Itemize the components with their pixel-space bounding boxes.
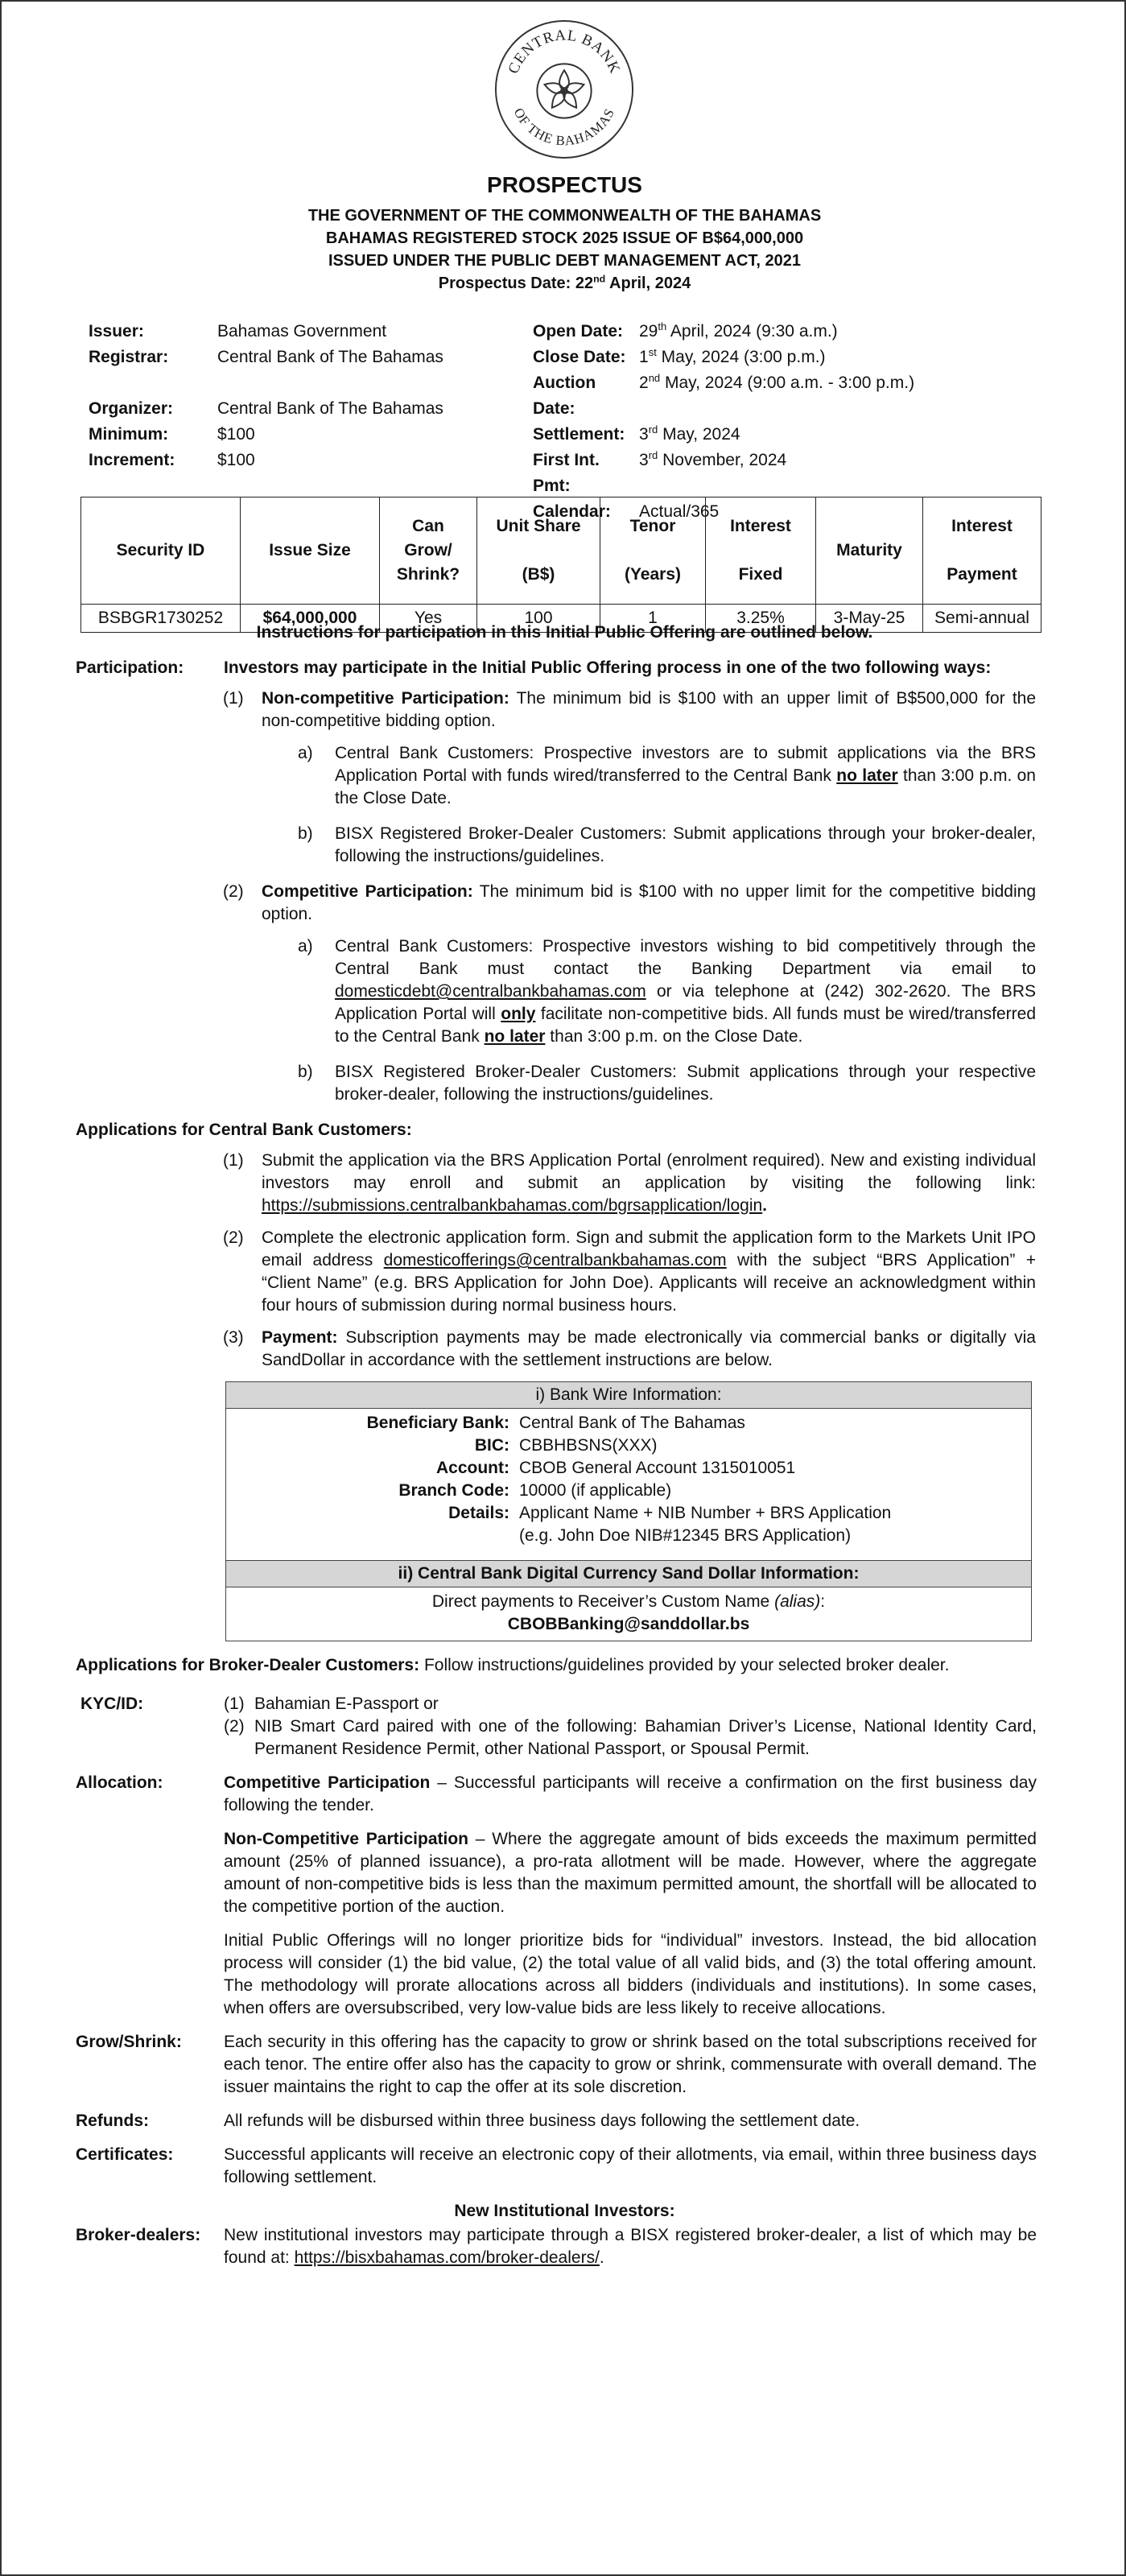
broker-dealers-section: Broker-dealers: New institutional investors may participate through a BISX registered broker-dealer, a list of which may be found at: https://bisxbahamas.com/broker-dealers/.	[2, 2224, 1126, 2269]
bank-wire-heading: i) Bank Wire Information:	[226, 1382, 1031, 1409]
cell-tenor: 1	[600, 605, 706, 633]
participation-intro: Investors may participate in the Initial Public Offering process in one of the two following ways:	[224, 658, 992, 677]
certificates-label: Certificates:	[76, 2145, 174, 2164]
cell-security-id: BSBGR1730252	[81, 605, 241, 633]
domesticofferings-email-link[interactable]: domesticofferings@centralbankbahamas.com	[383, 1251, 727, 1269]
meta-row: Auction Date: 2nd May, 2024 (9:00 a.m. - 3:00 p.m.)	[533, 372, 915, 418]
cell-payment: Semi-annual	[923, 605, 1041, 633]
wire-row: Branch Code: 10000 (if applicable)	[398, 1481, 672, 1500]
application-step-1: (1) Submit the application via the BRS Application Portal (enrolment required). New and existing individual investors may enroll and submit an application by visiting the following link: https://submissions.centralbankbahamas.com/bgrsapplication/login.	[223, 1151, 1036, 1215]
instructions-note: Instructions for participation in this Initial Public Offering are outlined below.	[256, 623, 873, 642]
th-security-id: Security ID	[81, 497, 241, 605]
participation-section	[2, 657, 1126, 679]
kyc-item-1: (1) Bahamian E-Passport or	[224, 1695, 439, 1713]
document-body	[2, 621, 1126, 2281]
svg-text:CENTRAL BANK: CENTRAL BANK	[505, 27, 624, 76]
meta-row: Close Date: 1st May, 2024 (3:00 p.m.)	[533, 346, 826, 366]
application-step-2: (2) Complete the electronic application form. Sign and submit the application form to the Markets Unit IPO email address domesticofferings@centralbankbahamas.com with the subject “BRS Application” + “Client Name” (e.g. BRS Application for John Doe). Applicants will receive an acknowledgment within four hours of submission during normal business hours.	[223, 1228, 1036, 1315]
meta-row: Open Date: 29th April, 2024 (9:30 a.m.)	[533, 320, 838, 341]
cell-grow-shrink: Yes	[380, 605, 477, 633]
competitive-item-b: b) BISX Registered Broker-Dealer Customers: Submit applications through your respective broker-dealer, following the instructions/guidelines.	[298, 1063, 1036, 1104]
refunds-label: Refunds:	[76, 2112, 149, 2130]
bank-wire-details	[226, 1409, 1031, 1560]
grow-shrink-section	[2, 2031, 1126, 2099]
th-issue-size: Issue Size	[241, 497, 380, 605]
applications-cb-heading: Applications for Central Bank Customers:	[76, 1121, 412, 1139]
broker-applications: Applications for Broker-Dealer Customers: Follow instructions/guidelines provided by your selected broker dealer.	[76, 1656, 950, 1674]
meta-row: Minimum: $100	[89, 425, 255, 444]
allocation-label: Allocation:	[76, 1773, 163, 1792]
th-tenor: Tenor (Years)	[600, 497, 706, 605]
refunds-text: All refunds will be disbursed within three business days following the settlement date.	[224, 2112, 860, 2130]
brs-portal-link[interactable]: https://submissions.centralbankbahamas.com/bgrsapplication/login	[262, 1196, 763, 1215]
grow-shrink-text: Each security in this offering has the capacity to grow or shrink based on the total subscriptions received for each tenor. The entire offer also has the capacity to grow or shrink, commensurate with overall demand. The issuer maintains the right to cap the offer at its sole discretion.	[224, 2033, 1037, 2096]
competitive-item-a: a) Central Bank Customers: Prospective investors wishing to bid competitively through the Central Bank must contact the Banking Department via email to domesticdebt@centralbankbahamas.com or via telephone at (242) 302-2620. The BRS Application Portal will only facilitate non-competitive bids. All funds must be wired/transferred to the Central Bank no later than 3:00 p.m. on the Close Date.	[298, 937, 1036, 1046]
meta-row: Organizer: Central Bank of The Bahamas	[89, 399, 443, 418]
meta-row: Issuer: Bahamas Government	[89, 322, 387, 341]
header-line-government: THE GOVERNMENT OF THE COMMONWEALTH OF THE BAHAMAS	[307, 207, 822, 225]
document-title: PROSPECTUS	[487, 172, 642, 197]
sanddollar-handle: CBOBBanking@sanddollar.bs	[507, 1615, 750, 1633]
th-grow-shrink: Can Grow/ Shrink?	[380, 497, 477, 605]
meta-row: First Int. Pmt: 3rd November, 2024	[533, 449, 787, 495]
sanddollar-heading: ii) Central Bank Digital Currency Sand Dollar Information:	[226, 1560, 1031, 1587]
header-line-act: ISSUED UNDER THE PUBLIC DEBT MANAGEMENT ACT, 2021	[328, 252, 802, 270]
meta-row: Settlement: 3rd May, 2024	[533, 423, 740, 444]
th-maturity: Maturity	[816, 497, 923, 605]
wire-row: BIC: CBBHBSNS(XXX)	[474, 1436, 658, 1455]
bisx-broker-dealers-link[interactable]: https://bisxbahamas.com/broker-dealers/	[294, 2248, 600, 2267]
allocation-methodology: Initial Public Offerings will no longer prioritize bids for “individual” investors. Instead, the bid allocation process will consider (1) the bid value, (2) the total value of all valid bids, and (3) the total offering amount. The methodology will prorate allocations across all bidders (individuals and institutions). In some cases, when offers are oversubscribed, very low-value bids are less likely to receive allocations.	[224, 1931, 1037, 2017]
noncompetitive-item: (1) Non-competitive Participation: The minimum bid is $100 with an upper limit of B$500,000 for the non-competitive bidding option.	[223, 689, 1037, 730]
participation-label: Participation:	[76, 658, 184, 677]
document-header	[2, 172, 1126, 295]
cell-issue-size: $64,000,000	[241, 605, 380, 633]
kyc-label: KYC/ID:	[80, 1695, 144, 1713]
payment-info-box	[225, 1381, 1032, 1641]
meta-row: Registrar: Central Bank of The Bahamas	[89, 348, 443, 366]
competitive-item: (2) Competitive Participation: The minimum bid is $100 with no upper limit for the competitive bidding option.	[223, 882, 1037, 923]
allocation-competitive: Competitive Participation – Successful participants will receive a confirmation on the first business day following the tender.	[224, 1773, 1037, 1814]
security-table	[80, 497, 1041, 633]
certificates-section	[2, 2144, 1126, 2189]
wire-row: Beneficiary Bank: Central Bank of The Bahamas	[366, 1414, 745, 1432]
th-interest-fixed: Interest Fixed	[706, 497, 816, 605]
refunds-section	[2, 2110, 1126, 2132]
allocation-noncompetitive: Non-Competitive Participation – Where the aggregate amount of bids exceeds the maximum permitted amount (25% of planned issuance), a pro-rata allotment will be made. However, where the aggregate amount of non-competitive bids is less than the maximum permitted amount, the shortfall will be allocated to the competitive portion of the auction.	[224, 1830, 1037, 1916]
issue-details-left	[89, 319, 443, 473]
th-interest-payment: Interest Payment	[923, 497, 1041, 605]
kyc-section	[2, 1693, 1126, 1761]
meta-row: Calendar: Actual/365	[533, 502, 720, 521]
cell-interest: 3.25%	[706, 605, 816, 633]
domesticdebt-email-link[interactable]: domesticdebt@centralbankbahamas.com	[335, 982, 646, 1001]
kyc-item-2: (2) NIB Smart Card paired with one of the following: Bahamian Driver’s License, National Identity Card, Permanent Residence Permit, other National Passport, or Spousal Permit.	[224, 1717, 1037, 1758]
cell-maturity: 3-May-25	[816, 605, 923, 633]
meta-row: Increment: $100	[89, 451, 255, 469]
application-step-3: (3) Payment: Subscription payments may be made electronically via commercial banks or digitally via SandDollar in accordance with the settlement instructions are below.	[223, 1328, 1036, 1369]
new-investors-heading: New Institutional Investors:	[454, 2202, 675, 2220]
broker-dealers-label: Broker-dealers:	[76, 2226, 201, 2244]
svg-text:OF THE BAHAMAS: OF THE BAHAMAS	[510, 105, 618, 149]
issue-details-right	[533, 319, 914, 525]
sanddollar-details: Direct payments to Receiver’s Custom Name (alias): CBOBBanking@sanddollar.bs	[226, 1587, 1031, 1641]
grow-shrink-label: Grow/Shrink:	[76, 2033, 182, 2051]
wire-row: Account: CBOB General Account 1315010051	[436, 1459, 796, 1477]
prospectus-date: Prospectus Date: 22nd April, 2024	[438, 273, 691, 292]
header-line-issue: BAHAMAS REGISTERED STOCK 2025 ISSUE OF B$64,000,000	[325, 229, 804, 247]
th-unit-share: Unit Share (B$)	[477, 497, 600, 605]
noncompetitive-item-b: b) BISX Registered Broker-Dealer Customers: Submit applications through your broker-dealer, following the instructions/guidelines.	[298, 824, 1036, 865]
noncompetitive-item-a: a) Central Bank Customers: Prospective investors are to submit applications via the BRS Application Portal with funds wired/transferred to the Central Bank no later than 3:00 p.m. on the Close Date.	[298, 744, 1036, 807]
meta-row-spacer	[89, 370, 443, 396]
central-bank-seal-logo	[493, 18, 636, 161]
cell-unit-share: 100	[477, 605, 600, 633]
wire-row: Details: Applicant Name + NIB Number + BRS Application	[448, 1504, 892, 1522]
allocation-section	[2, 1772, 1126, 2020]
wire-row: (e.g. John Doe NIB#12345 BRS Application)	[519, 1526, 852, 1545]
certificates-text: Successful applicants will receive an electronic copy of their allotments, via email, within three business days following settlement.	[224, 2145, 1037, 2186]
table-header-row	[81, 497, 1041, 605]
